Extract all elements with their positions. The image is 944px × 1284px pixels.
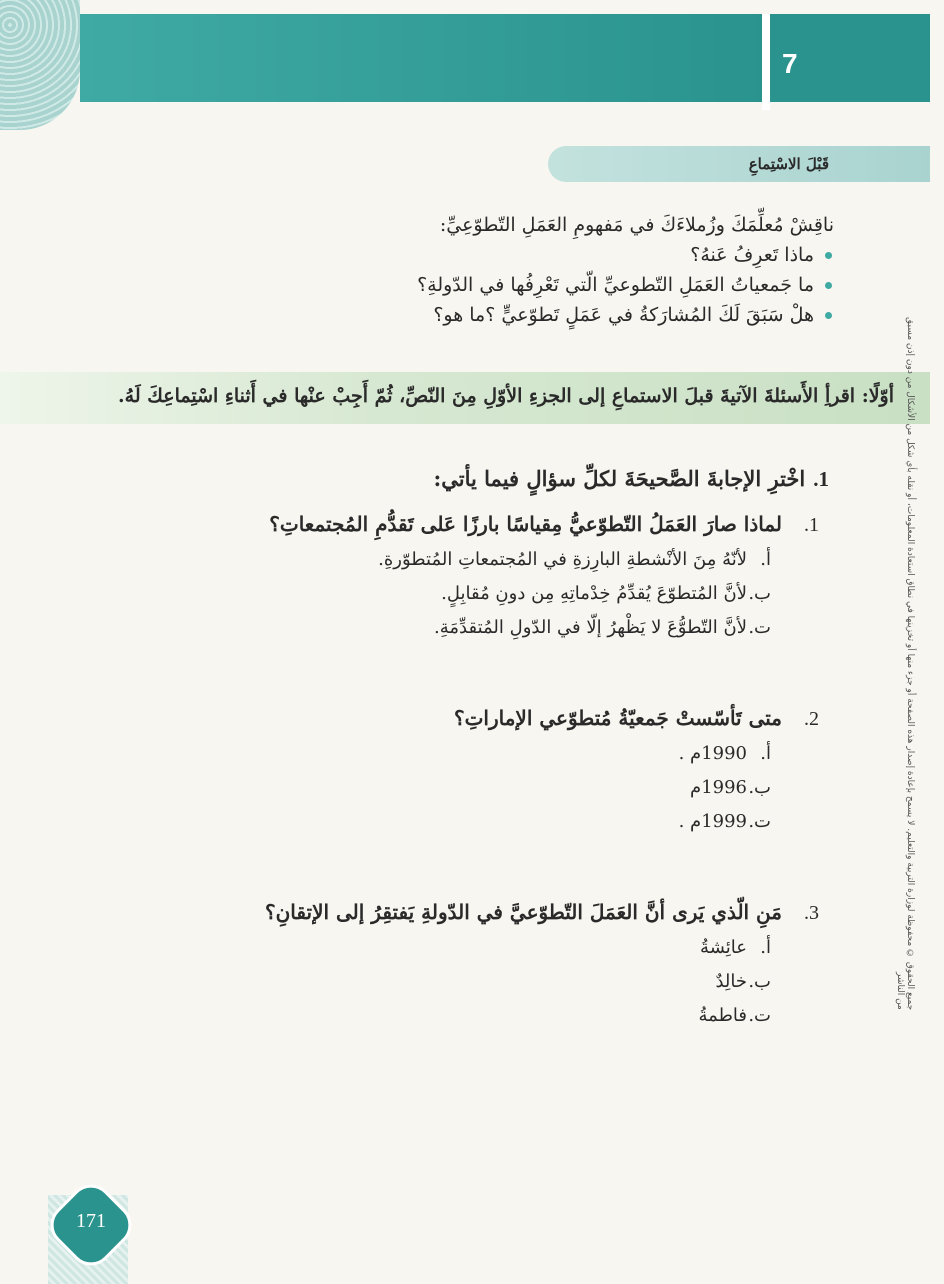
- option-text: لأنَّ التّطوُّعَ لا يَظْهرُ إلّا في الدّولِ المُتقدِّمَةِ.: [434, 617, 747, 638]
- question-number: 3.: [804, 902, 819, 924]
- section-pill: [548, 146, 930, 182]
- answer-option[interactable]: [265, 999, 771, 1033]
- answer-option[interactable]: [265, 931, 771, 965]
- task-number: 1.: [813, 467, 829, 491]
- question-number: 1.: [804, 514, 819, 536]
- intro-bullet: ماذا تَعرِفُ عَنهُ؟: [314, 240, 834, 270]
- answer-option[interactable]: [454, 771, 771, 805]
- instruction-text: أوّلًا: اقرأِ الأَسئلةَ الآتيةَ قبلَ الاستماعِ إلى الجزءِ الأوّلِ مِنَ النّصِّ، ثُمّ أَجِبْ عنْها في أَثناءِ اسْتِماعِكَ لَهُ.: [118, 385, 894, 407]
- question-label: متى تَأسّستْ جَمعيّةُ مُتطوّعي الإماراتِ؟: [453, 706, 782, 730]
- question-text: [269, 512, 819, 537]
- copyright-side-note: جميع الحقوق © محفوظة لوزارة التربية والتعليم. لا يسمح بإعادة إصدار هذه الصفحة أو جزء منها أو تخزينها في نطاق استعادة المعلومات، أو نقله بأي شكل من الأشكال من دون إذن مسبق من الناشر: [895, 316, 915, 1010]
- answer-option[interactable]: [454, 805, 771, 839]
- question-block-2: [454, 706, 819, 839]
- intro-lead: ناقِشْ مُعلِّمَكَ وزُملاءَكَ في مَفهومِ العَمَلِ التّطوّعِيِّ:: [439, 214, 834, 236]
- intro-bullet: هلْ سَبَقَ لَكَ المُشارَكةُ في عَمَلٍ تَطوّعيٍّ ؟ما هو؟: [314, 300, 834, 330]
- answer-option[interactable]: [269, 611, 771, 645]
- option-letter: ت.: [748, 811, 771, 832]
- answer-option[interactable]: [269, 543, 771, 577]
- question-label: لماذا صارَ العَمَلُ التّطوّعيُّ مِقياسًا بارزًا عَلى تَقدُّمِ المُجتمعاتِ؟: [269, 512, 782, 536]
- option-letter: أ.: [760, 937, 771, 958]
- option-letter: ت.: [748, 617, 771, 638]
- intro-bullet-list: [314, 240, 834, 330]
- section-title: قَبْلَ الاسْتِماعِ: [748, 155, 829, 173]
- option-list: [454, 737, 819, 839]
- option-letter: ت.: [748, 1005, 771, 1026]
- corner-pattern-decoration: [0, 0, 80, 130]
- question-label: مَنِ الّذي يَرى أنَّ العَمَلَ التّطوّعيَّ في الدّولةِ يَفتقِرُ إلى الإتقانِ؟: [265, 900, 782, 924]
- question-text: [265, 900, 819, 925]
- question-text: [454, 706, 819, 731]
- option-text: فاطمةُ: [698, 1005, 747, 1026]
- option-letter: ب.: [748, 777, 771, 798]
- option-text: 1990م .: [678, 743, 747, 764]
- answer-option[interactable]: [269, 577, 771, 611]
- option-letter: أ.: [760, 549, 771, 570]
- answer-option[interactable]: [454, 737, 771, 771]
- header-divider: [762, 14, 770, 110]
- option-text: 1996م: [690, 777, 747, 798]
- task-heading: [434, 466, 830, 492]
- task-title: اخْترِ الإجابةَ الصَّحيحَةَ لكلِّ سؤالٍ فيما يأتي:: [433, 466, 806, 491]
- option-letter: ب.: [748, 971, 771, 992]
- option-text: لأنَّ المُتطوّعَ يُقدِّمُ خِدْماتِهِ مِن دونِ مُقابِلٍ.: [441, 583, 747, 604]
- page-number: 171: [76, 1210, 106, 1232]
- answer-option[interactable]: [265, 965, 771, 999]
- option-text: عائِشةُ: [700, 937, 747, 958]
- question-block-1: [269, 512, 819, 645]
- option-list: [269, 543, 819, 645]
- unit-number: 7: [782, 48, 798, 79]
- option-list: [265, 931, 819, 1033]
- question-number: 2.: [804, 708, 819, 730]
- option-text: 1999م .: [678, 811, 747, 832]
- option-text: خالِدٌ: [715, 971, 747, 992]
- discussion-intro: [314, 210, 834, 330]
- intro-bullet: ما جَمعياتُ العَمَلِ التّطوعيِّ الّتي تَعْرِفُها في الدّولةِ؟: [314, 270, 834, 300]
- option-letter: أ.: [760, 743, 771, 764]
- header-band: [80, 14, 765, 102]
- option-text: لأنّهُ مِنَ الأنْشطةِ البارِزةِ في المُجتمعاتِ المُتطوّرةِ.: [378, 549, 747, 570]
- question-block-3: [265, 900, 819, 1033]
- option-letter: ب.: [748, 583, 771, 604]
